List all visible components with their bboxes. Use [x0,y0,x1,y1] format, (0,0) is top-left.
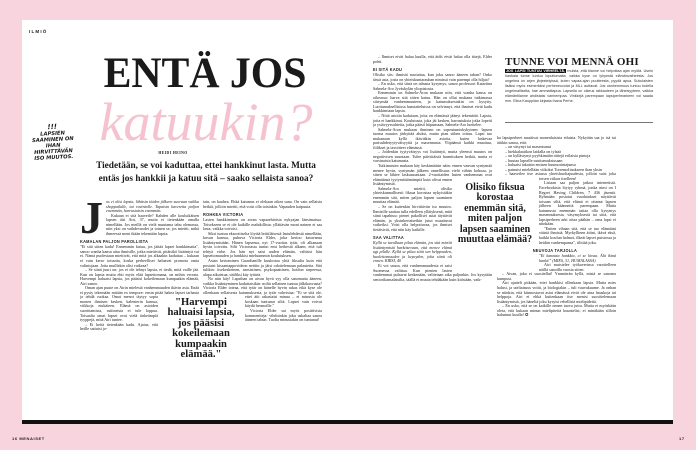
paragraph: Asian kertominen Guardianille kuulostaa yhtä fiksulta kuin että postaisi kissantappovideon nettiin ja jäisi odottelemaan palautetta. Sitä tulikin: itsekeskeinen, narsistinen, psykopaattinen, hoidon tarpeessa, alapa aikuistua, sääliksi käy tytärtä. [203,258,322,277]
note-text: LAPSIEN SAAMINEN ON IHAN HIRVITTÄVÄN ISO MUUTOS. [31,130,74,162]
folio-left: 16 MENAISET [12,436,45,441]
paragraph: – Ihmiset eivät halua kuulla, että äidit eivät halua olla äitejä, Elder pohti. [373,55,492,64]
subheading: NEUVOJA TARJOLLA [532,248,578,254]
paragraph: – Se on kuitenkin hirvittävän iso muutos. Ihmisille saattaa tulla edelleen yllätyksenä, mitä siinä tapahtuu: pienet pakolliset asiat täyttävät elämän, ja yksinkertaisetkin jutut muuttuvat vaikeiksi. Voisi olla helpottavaa, jos ihmiset tietäisivät, että niin käy kaikille. [373,203,452,232]
handwritten-note [27,123,79,163]
list-item: – on väsynyt tai masentunut [505,144,551,150]
paragraph: tain, on kauhea. Ehkä katumus ei olekaan oikea sana. On vain sellaisia hetkiä, jolloin miettii, että voisi olla toisinkin. Vapauden kaipuuta. [203,200,322,209]
paragraph: – En usko, että siinä on tabusta kysymys, sanoo professori Katariina Salmela-Aro Jyväskylän yliopistosta. [373,81,492,91]
paragraph: Airi ajatteli pitkään, ettei hankkisi ollenkaan lapsia. Mutta mies halusi, ja uteliaisuus voitti, ja biologiakin – tuli vauvakuume. Ja onhan se niinkin, että kiinnostavat asiat elämässä eivät ole aina hauskoja tai helppoja. Airi ei ehkä kuitenkaan itse menisi suosittelemaan lisääntymistä, jos häneltä joku kysyisi rehellistä mielipidettä. [497,280,616,304]
bottom-rule [22,420,673,424]
list-item: – hiekkalaatikon laidalla on tylsää [505,148,561,154]
sidebar-text [505,69,653,104]
note-exclamation: !!! [47,122,58,132]
sidebar-body: muista, että tilanne voi helpottaa ajan myötä. Usein hankala tunne tuntuu loputtomalta, vaikka kyse on lyhyestä elämänvaiheesta. Jos ongelma on arjen järjestelyissä, kuten vapaa-ajan puutteesta, pyydä apua. Sukulaisten lisäksi myös esimerkiksi perheneuvolat ja MLL auttavat. Jos vanhemmuus tuntuu todella ongelmalliselta, hae ammattiapua. Lapsella on oikeus rakkauteen ja läheisyyteen, vaikka elämäntilanne ahdistaisi vanhempaa. Vinkkejä parempaan lapsiperhearkeen voi saada mm. Elina Kauppilan kirjasta Ihana Perhe. [505,69,654,103]
paragraph: Victoria Elder sai myös positiivisia kommentteja: vihdoinkin joku uskaltaa sanoa ääneen tabun. Tuolta minustakin on tuntunut! [245,308,322,323]
pull-quote: "Harvempi haluaisi lapsia, jos pääsisi kokeilemaan kumpaakin elämää." [167,297,235,361]
pull-quote: Olisiko fiksua korostaa enemmän sitä, miten paljon lapsen saaminen muuttaa elämää? [457,182,533,246]
paragraph: Ei voi sanoa, että vanhemmuudesta ei saisi Suomessa valittaa. Kun pienten lasten vanhemmat puhuvat keskenään, valitetaan aika paljonkin. Jos kysytään seniorikansalaisilta, täällä ei muuta tehdäkään kuin kitistään, vaik- [373,262,492,282]
paragraph: "Ei kannata hankkia, ei se kivaa. Älä ikinä hanki!" (MIES, 31, HUMALASSA) [539,253,616,263]
article-column-4 [497,136,616,403]
subheading: KAMALAN PALJON PAROLLISTA [80,239,149,245]
headline-script: katuukin? [99,92,313,152]
paragraph: Listaan saa paljon jatkoa internetistä. Facebookista löytyy ryhmä, jonka nimi on I Regret Having Children, 7 436 jäsentä. Ryhmään postatut vuodatukset näyttävät toisaan siltä, että elämä ei ottanut lapsen jälkeen käännettä parempaan. Mutta katumusta enemmän taitaa olla kysymys masennuksesta, väsymyksestä tai siitä, että lapsiperheen arki ottaa päähän – oma lapsi ei niinkään. [539,180,616,227]
deck: Tiedetään, se voi kaduttaa, ettei hankkinut lasta. Mutta entäs jos hankkii ja katuu sitä – saako sellaista sanoa? [96,161,316,184]
list-item: – haaveilee itse asiassa yhteishuoltajuudesta, jolloin saisi joka toisen viikon itselleen! [505,171,616,181]
list-item: – on kyllästynyt pyyhkimään rättejä erilaisia pintoja [505,153,591,159]
paragraph: Lasten hankkiminen on aivan vapaaehtoista nykyajan länsimaissa. Toisekseen se ei ole kaikille mahdollista: yllättävän moni nainen ei saa lasta, vaikka toivoisi. [203,217,322,232]
sidebar-title: TUNNE VOI MENNÄ OHI [505,56,639,68]
paragraph: Tutkimusten mukaan käy keskimäärin näin: ennen vauvan syntymää menee hyvin, syntymän jälkeen onnellisuus vielä vähän kohoaa, ja sitten se lähtee laskusuuntaan. 2-vuotiaiden lasten vanhemmat ovat elämäänsä tyytymättömämpiä kuin olivat ennen lisääntymistä. [373,163,492,187]
paragraph: ka lapsiperheet nauttivat monenlaisista eduista. Nykyään saa jo isä tai äitikin sanoa, että: [497,136,616,145]
subheading: EI SITÄ KADU [373,67,403,73]
headline: ENTÄ JOS [103,50,307,97]
sidebar-box [505,56,653,123]
paragraph: – Niitä asioita kadutaan, joita on elämässä jäänyt tekemättä. Lapsia, joita ei hankkinut. Koulutusta, joka jäi kesken, harrastuksia jotka lopetti ja ystävyyssuhteita, jotka päästi hiipumaan, Salmela-Aro luettelee. [373,113,492,128]
paragraph: "Ei sitä sitten kadu! Ennemmin katuu, jos jättää lapset hankkimatta", sanoo wanha kansa aina ihmisille, jotka miettivät, pitäisikö lisääntyä vai ei. Nämä puolestaan miettivät, että mitä jos alkaakin kaduttaa – kukaan ei vain kerro totuutta, koska perheelliset haluavat promota omia valintojaan. Jotta muillakin olisi vaikeaa? [80,244,199,268]
drop-cap: J [80,200,103,243]
paragraph: "Eniten vihaan sitä, että se tuo elämääni vääriä ihmisiä. Myrkyllinen äitini, ikävä ekså, kaikki koulun halmot, ilkeät lapset puistossa ja heidän vanhempansa", tilittää joku. [539,225,616,245]
list-item: – painuisi mielellään viikoksi Torremolinokseen ihan yksin [505,166,602,172]
subheading: ROHKEA VICTORIA [203,212,244,218]
folio-right: 17 [679,436,685,441]
section-label: ILMIÖ [29,29,48,34]
byline: HEIDI HEINO [158,151,188,155]
subheading: SAA VALITTAA [373,235,404,241]
paragraph: Salmela-Aron mukaan ihminen on sopeutumiskykyinen: lapsen tuoma muutos järkyttää aluksi, mutta pian siihen tottuu. Lapsi tuo mukanaan kyllä ikäviäkin asioita, kuten laskevaa parisuhdetyytyväisyyttä ja masennusta. Ylipäänsä kaikki muuttuu, fiilikset ja tavoitteet elämässä. [373,126,492,150]
paragraph: Siksi tuntuu eksoottiselta löytää brittiläisestä lastulehdestä nimellään, kuvan kanssa, puhuva Victoria Elder, joka kertoo katuvansa lisääntymistään. Hänen lapsensa, nyt 17-vuotias tytär, oli alkanaan hyvin toivottu. Silti Victoriasta tuntui ensi hetkestä alkaen, että tuli tehtyä virhe. Jos hän nyt saisi uuden elämän, valitsisi hän lapsettomuuden ja hankkisi mieluummin koulutuksen. [203,230,322,259]
paragraph: Ennemmin on Salmela-Aron mukaan niin, että wanha kansa on oikeassa: harva sitä sitten katuu. Hän on ollut mukana tutkimassa siirtymää vanhemmuuteen, ja katumuksestakin on kysytty. Luottamuksellisissa haastatteluissa on selvinnyt, että ihmiset eivät kadu hankkimiaan lapsia. [373,90,492,114]
paragraph: os ei olisi lapsia, lähtisin töiden jälkeen suoraan vaikka shoppailulle, tai ravintolle. Tapaisin kavereita paljon enemmän, harrastaisin enemmän. [106,200,199,214]
paragraph: Kyllä se tavallaan pilaa elämän, jos sitä miettii lisääntymistä harkitsevaan, että menee elämä ugi pilalle. Kyllä se pilaa siitä sen helppouden, huolettomuuden ja kepeyden, joka siinä oli ennen. KIRSI, 40 [373,240,452,264]
paragraph: Oman ajan puute on Airin mielestä vanhemmuuden ikävin asia. Enää ei pysty tekemään mitään ex tempore: ensin pitää hakea lapset tarhasta ja tehdä ruokaa. Omat menot täytyy sopia monen ihmisen kesken, kalenterin kanssa, viikkoja etukäteen. Elämä on asioiden suorittamista, rutiineista ei tule loppua. Toisaalta omat lapset ovat vielä tärkeämpiä tyyppejä, mitä Airi tuntee. [80,285,199,323]
paragraph: Airi muistelee työkaverinsa varoitelleen näillä sanoilla vuosia sitten. [539,262,616,272]
paragraph: – Se siinä juuri on: jos ei ole tehnyt lapsia, ei tiedä, mitä vaille jää. Kun on lapsia mutta ehti myös elää lapsettomana, on mihin verrata. Harvempi haluaisi lapsia, jos pääsisi kokeilemaan kumpaakin elämää, Airi sanoo. [80,267,199,286]
paragraph: – Aivan, joka ei suositellut! Ymmärrän kyllä, mistä se sanoma kumpusi. [497,271,616,281]
paragraph: – En usko, että se on kaikille onnen tuova juttu. Mutta ei myöskään oleta, että kukaan minun mielipiteitä kuuntelisi; ei minäkään silloin halunnut kuulla! ✪ [497,303,616,318]
list-item: – haluaisi takaisin entisen huumorintajunsa [505,162,576,168]
sidebar-label: JOS LAPSI TUNTUU VIRHEELTÄ, [506,69,566,73]
list-item: – huutaa lapselle suuttumuksissaan [505,157,563,163]
paragraph: – Ei heitä tietenkään kadu. Ajatus, että heille sattuisi jo- [80,321,158,332]
paragraph: No niin käy! Lapsihan on aivan hyvä syy olla sanomatta ääneen, vaikka lisääntyminen kaduttaisikin: miltä sellainen tuntuu jälkikasvusta? Victoria Elder toteaa, että tytär on hänelle hyvin rakas eikä kyse ole ollenkaan sellaisesta katumuksesta, ja tytär vahvistaa: "Ei se sitä ole, ettei äiti rakastaisi minua – ei minusta ole koskaan tuntunut siltä. Lapset vain voivat käydä hermoille." [203,276,322,309]
paragraph: Salmela-Aro miettii, olisiko yhteiskunnallisesti fiksua korostaa nykyistäkin enemmän sitä, miten paljon lapsen saaminen muuttaa elämää. [373,185,452,205]
paragraph: Olisiko siis: ihmisiä suututtaa, kun joku sanoo ääneen tabun? Onko tässä asia, josta on yhteiskuntarauhan nimissä vain parempi olla hiljaa? [373,72,492,82]
paragraph: Kukaan ei sitä haaveile? Kahden alle kouluikäisen lapsen äiti Airi, 37, mutta ei tietenkään omalla nimellään. Jos meillä on vielä muutama tabu olemassa, niin yksi on vaihdevuodet ja toinen se, jos miettii, mikä ihmeessä meni ikään tekemään lapsia. [106,212,199,236]
paragraph: – Joidenkin tyytyväisyys voi lisääntyä, mutta yleensä muutos on negatiivisen suuntaan. Tulee päivittäisiä harmituksen hetkiä, mutta ei varsinaista katumusta. [373,149,492,164]
